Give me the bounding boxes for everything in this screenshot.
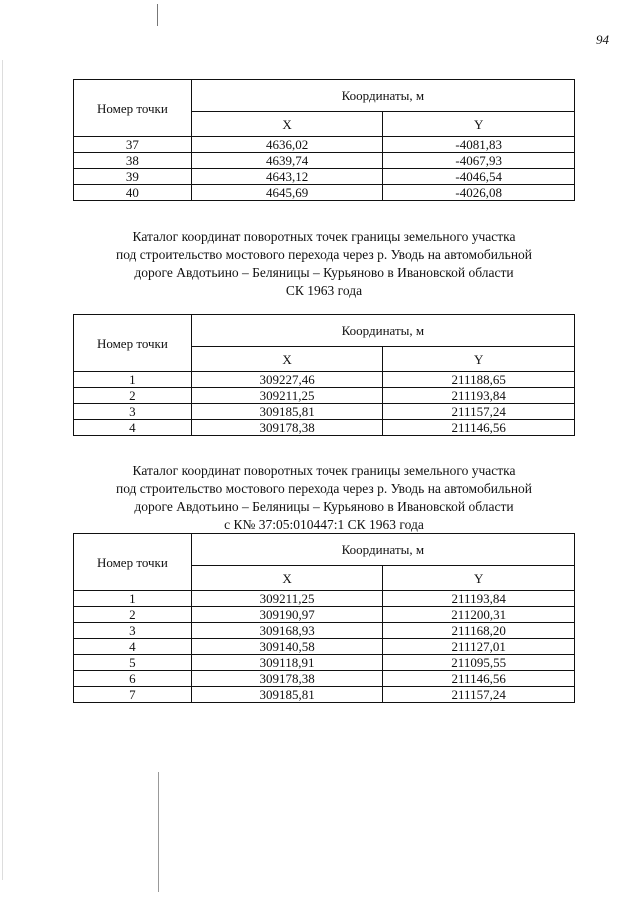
point-cell: 38 — [74, 153, 192, 169]
caption-line: под строительство мостового перехода через р. Уводь на автомобильной — [115, 247, 533, 262]
page-number: 94 — [596, 32, 609, 47]
y-cell: 211146,56 — [383, 420, 575, 436]
y-header: Y — [383, 347, 575, 372]
table-row — [74, 404, 575, 420]
caption-line: дороге Авдотьино – Беляницы – Курьяново в Ивановской области — [134, 265, 514, 280]
y-cell: 211168,20 — [383, 623, 575, 639]
table-row — [74, 607, 575, 623]
x-header: X — [191, 566, 383, 591]
x-cell: 309227,46 — [191, 372, 383, 388]
coordinates-table-1 — [73, 79, 575, 201]
table-row — [74, 153, 575, 169]
point-cell: 37 — [74, 137, 192, 153]
table-row — [74, 655, 575, 671]
table-row — [74, 623, 575, 639]
x-cell: 309185,81 — [191, 687, 383, 703]
table-row — [74, 137, 575, 153]
point-cell: 1 — [74, 372, 192, 388]
x-cell: 309168,93 — [191, 623, 383, 639]
coordinates-table-3 — [73, 533, 575, 703]
table-row — [74, 671, 575, 687]
point-number-header: Номер точки — [74, 534, 192, 591]
x-header: X — [191, 112, 383, 137]
caption-line: дороге Авдотьино – Беляницы – Курьяново в Ивановской области — [134, 499, 514, 514]
y-cell: 211188,65 — [383, 372, 575, 388]
y-cell: -4067,93 — [383, 153, 575, 169]
x-cell: 309185,81 — [191, 404, 383, 420]
y-cell: 211193,84 — [383, 388, 575, 404]
point-cell: 40 — [74, 185, 192, 201]
catalog-caption-3 — [73, 462, 575, 534]
table-row — [74, 591, 575, 607]
y-cell: 211146,56 — [383, 671, 575, 687]
x-cell: 4636,02 — [191, 137, 383, 153]
y-header: Y — [383, 566, 575, 591]
table-row — [74, 372, 575, 388]
coordinates-header: Координаты, м — [191, 315, 574, 347]
x-cell: 309211,25 — [191, 388, 383, 404]
x-cell: 309190,97 — [191, 607, 383, 623]
point-cell: 1 — [74, 591, 192, 607]
y-cell: -4046,54 — [383, 169, 575, 185]
point-cell: 4 — [74, 420, 192, 436]
y-cell: 211200,31 — [383, 607, 575, 623]
catalog-caption-2 — [73, 228, 575, 300]
point-number-header: Номер точки — [74, 315, 192, 372]
caption-line: Каталог координат поворотных точек границы земельного участка — [132, 229, 516, 244]
y-cell: -4081,83 — [383, 137, 575, 153]
table-row — [74, 420, 575, 436]
x-cell: 4643,12 — [191, 169, 383, 185]
point-cell: 6 — [74, 671, 192, 687]
table-row — [74, 639, 575, 655]
x-cell: 309140,58 — [191, 639, 383, 655]
y-cell: 211127,01 — [383, 639, 575, 655]
coordinates-header: Координаты, м — [191, 80, 574, 112]
y-cell: -4026,08 — [383, 185, 575, 201]
scan-artifact — [2, 60, 3, 880]
scan-artifact — [158, 772, 159, 892]
point-cell: 39 — [74, 169, 192, 185]
y-header: Y — [383, 112, 575, 137]
point-cell: 3 — [74, 623, 192, 639]
y-cell: 211157,24 — [383, 687, 575, 703]
point-cell: 2 — [74, 388, 192, 404]
x-cell: 309178,38 — [191, 420, 383, 436]
y-cell: 211095,55 — [383, 655, 575, 671]
point-cell: 4 — [74, 639, 192, 655]
point-cell: 3 — [74, 404, 192, 420]
point-cell: 2 — [74, 607, 192, 623]
point-number-header: Номер точки — [74, 80, 192, 137]
point-cell: 7 — [74, 687, 192, 703]
table-row — [74, 687, 575, 703]
x-header: X — [191, 347, 383, 372]
x-cell: 4639,74 — [191, 153, 383, 169]
x-cell: 309118,91 — [191, 655, 383, 671]
coordinates-table-2 — [73, 314, 575, 436]
scan-artifact — [157, 4, 158, 26]
y-cell: 211157,24 — [383, 404, 575, 420]
y-cell: 211193,84 — [383, 591, 575, 607]
caption-line: с К№ 37:05:010447:1 СК 1963 года — [224, 517, 424, 532]
coordinates-header: Координаты, м — [191, 534, 574, 566]
x-cell: 309211,25 — [191, 591, 383, 607]
caption-line: СК 1963 года — [285, 283, 363, 298]
caption-line: под строительство мостового перехода через р. Уводь на автомобильной — [115, 481, 533, 496]
caption-line: Каталог координат поворотных точек границы земельного участка — [132, 463, 516, 478]
table-row — [74, 169, 575, 185]
table-row — [74, 185, 575, 201]
x-cell: 4645,69 — [191, 185, 383, 201]
x-cell: 309178,38 — [191, 671, 383, 687]
point-cell: 5 — [74, 655, 192, 671]
table-row — [74, 388, 575, 404]
